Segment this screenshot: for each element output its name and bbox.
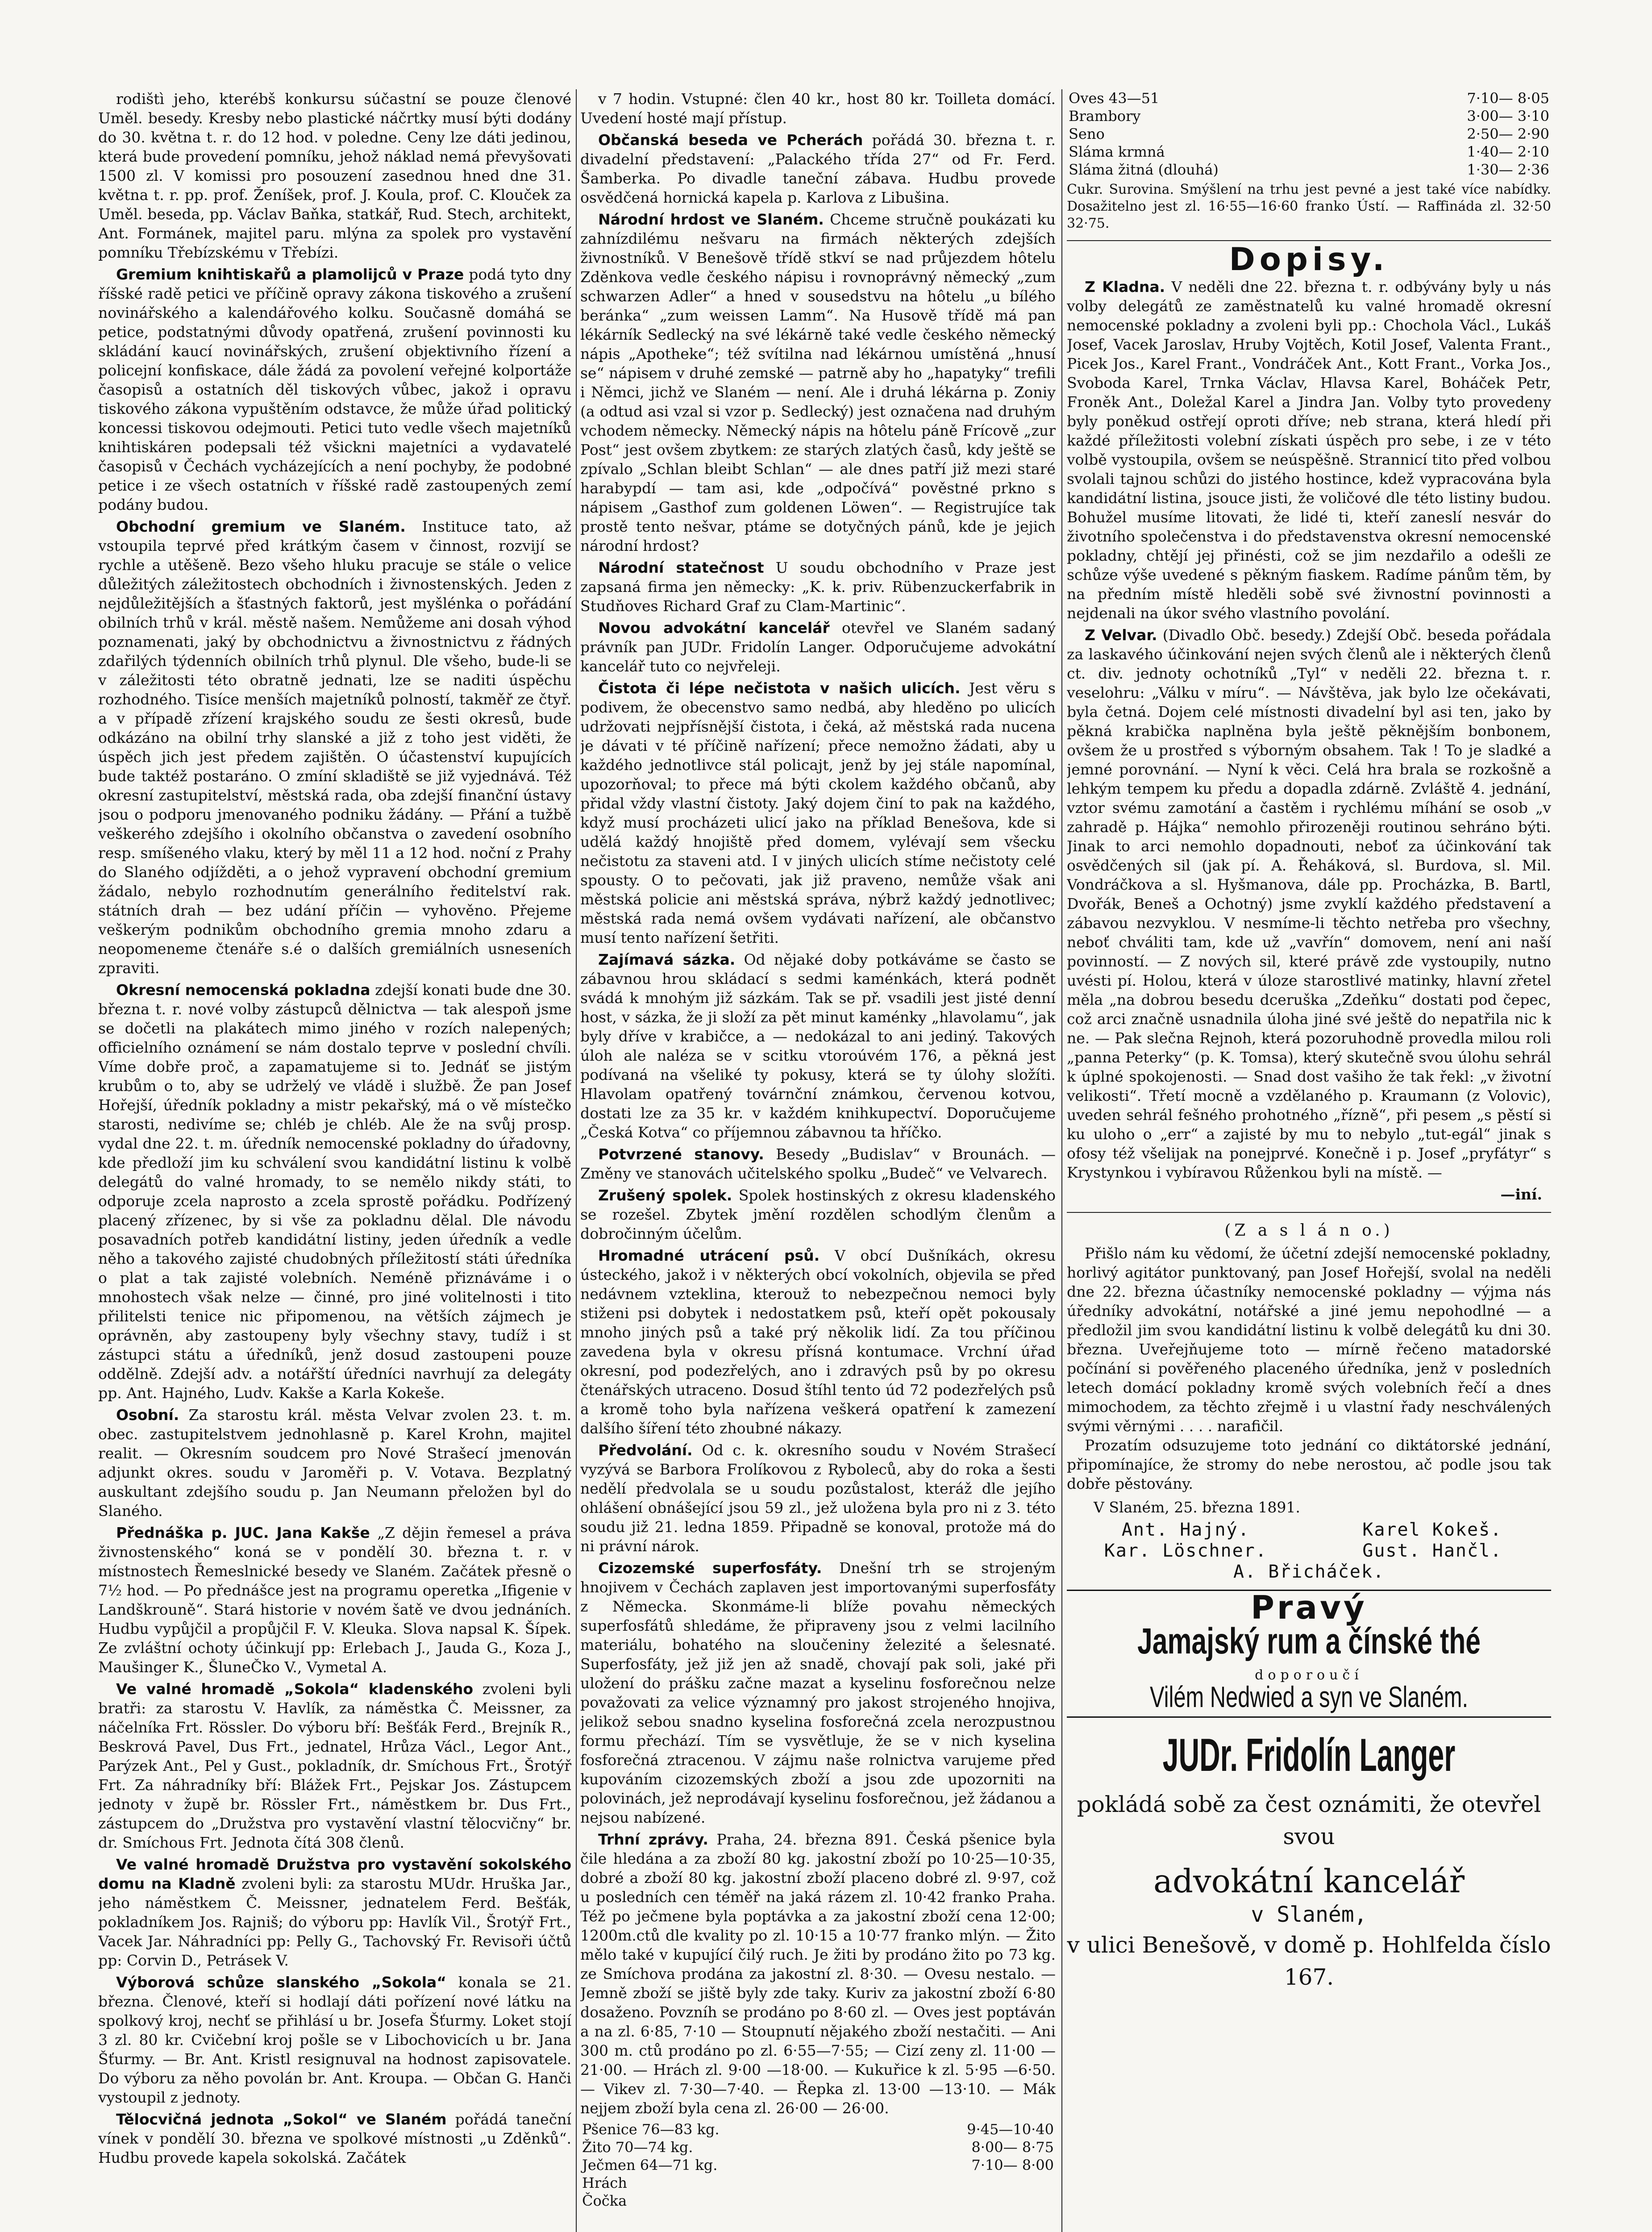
article-text: Praha, 24. března 891. Česká pšenice byla čile hledána a za zboží 80 kg. jakostní zboží po 10·25—10·35, dobré a zboží 80 kg. jakostní zboží placeno dobré zl. 9·97, což u posledních cen téměř na jaká rázem zl. 10·42 franko Praha. Též po ječmene byla poptávka a za jakostní zboží cena 12·00; 1200m.ctů dle kvality po zl. 10·15 a 10·77 franko mlýn. — Žito mělo také v kupující čilý ruch. Je žiti by prodáno žito po 73 kg. ze Smíchova prodána za jakostní zl. 8·30. — Ovesu nestalo. — Jemně zboží se jiště byly zde taky. Kuriv za jakostní zboží 6·80 dosaženo. Povzníh se prodáno po 8·60 zl. — Oves jest poptáván a na zl. 6·85, 7·10 — Stoupnutí nějakého zboží nestačiti. — Ani 300 m. ctů prodáno po zl. 6·55—7·55; — Cizí zeny zl. 11·00 —21·00. — Hrách zl. 9·00 —18·00. — Kukuřice k zl. 5·95 —6·50. — Vikev zl. 7·30—7·40. — Řepka zl. 13·00 —13·10. — Mák nejjem zboží byla cena zl. 26·00 — 26·00. bbox=[580, 1831, 1056, 2117]
article bbox=[580, 89, 1056, 128]
dopisy-title: Dopisy. bbox=[1229, 241, 1389, 278]
article-text: otevřel ve Slaném sadaný právník pan JUDr. Fridolín Langer. Odporučujeme advokátní kancelář tuto co nejvřeleji. bbox=[580, 619, 1056, 675]
advert-lawyer-text: pokládá sobě za čest oznámiti, že otevřel svou bbox=[1077, 1791, 1541, 1849]
article-heading: Ve valné hromadě „Sokola“ kladenského bbox=[116, 1680, 474, 1698]
article-heading: Cizozemské superfosfáty. bbox=[598, 1559, 822, 1577]
article bbox=[580, 679, 1056, 947]
article-text: Za starostu král. města Velvar zvolen 23. t. m. obec. zastupitelstvem jednohlasně p. Karel Krohn, majitel realit. — Okresním soudcem pro Nové Strašecí jmenován adjunkt okres. soudu v Jaroměři p. V. Votava. Bezplatný auskultant zdejšího soudu p. Jan Neumann přeložen byl do Slaného. bbox=[98, 1406, 571, 1520]
article bbox=[98, 517, 571, 978]
advert-lawyer-name: JUDr. Fridolín Langer bbox=[1162, 1729, 1456, 1781]
sugar-market-note: Cukr. Surovina. Smýšlení na trhu jest pevné a jest také více nabídky. Dosažitelno jest zl. 16·55—16·60 franko Ústí. — Raffináda zl. 32·50 32·75. bbox=[1067, 182, 1551, 231]
article-heading: Potvrzené stanovy. bbox=[598, 1145, 764, 1163]
column-rule-1 bbox=[576, 89, 577, 2232]
article bbox=[580, 1441, 1056, 1556]
article-text: Besedy „Budislav“ v Brounách. — Změny ve stanovách učitelského spolku „Budeč“ ve Velvarech. bbox=[580, 1145, 1056, 1182]
advert-rum-firm: Vilém Nedwied a syn ve Slaném. bbox=[1149, 1680, 1469, 1713]
article-text: (Divadlo Obč. besedy.) Zdejší Obč. beseda pořádala za laskavého účinkování nejen svých členů ale i některých členů ct. div. jednoty ochotníků „Tyl“ v neděli 22. března t. r. veselohru: „Válku v míru“. — Návštěva, jak bylo lze očekávati, byla četná. Dojem celé místnosti divadelní byl asi ten, jako by pěkná krabička naplněna byla ještě pěknějším bonbonem, ovšem že u prostřed s výborným obsahem. Tak ! To je sladké a jemné porovnání. — Nyní k věci. Celá hra brala se rozkošně a lehkým tempem ku předu a dopadla zdárně. Zvláště 4. jednání, vztor svému zamotání a častěm i rychlému míhání se osob „v zahradě p. Hájka“ nemohlo přirozeněji routinou sehráno býti. Jinak to arci nemohlo dopadnouti, neboť za účinkování tak osvědčených sil (jak pí. A. Řeháková, sl. Burdova, sl. Mil. Vondráčkova a sl. Hyšmanova, dále pp. Procházka, B. Bartl, Dvořák, Beneš a Ochotný) jsme zvyklí každého představení a zábavou nezvyklou. V nesmíme-li těchto netřeba pro všechny, neboť chváliti tam, kde už „vavřín“ domovem, není ani naší povinností. — Z nových sil, které právě zde vystoupily, nutno uvésti pí. Holou, která v úloze starostlivé matinky, hlavní zřetel měla „na dobrou besedu dceruška „Zdeňku“ dostati pod čepec, což arci značně usnadnila úloha jiné své ještě do nepatřila nic k ne. — Pak slečna Rejnoh, která pozoruhodně provedla milou roli „panna Peterky“ (p. K. Tomsa), který skutečně svou úlohu sehrál k úplné spokojenosti. — Snad dost vašiho že tak řekl: „v životní velikosti“. Třetí mocně a vzdělaného p. Kraumann (z Volovic), uveden sehrál fešného prohotného „řízně“, při pesem „s pěstí si ku uloho o „err“ a zajisté by mu to nebylo „tut-egál“ jinak s ofosy též všelijak na ponejprvé. Konečně i p. Josef „pryfátyr“ s Krystynkou i vybíravou Růženkou byli na místě. — bbox=[1067, 626, 1551, 1181]
signer: Gust. Hančl. bbox=[1362, 1541, 1502, 1561]
advert-rum-title: Pravý bbox=[1251, 1589, 1367, 1626]
zaslano-place-date: V Slaném, 25. března 1891. bbox=[1094, 1499, 1300, 1516]
article bbox=[580, 1558, 1056, 1827]
article-heading: Hromadné utrácení psů. bbox=[598, 1247, 820, 1264]
article bbox=[580, 950, 1056, 1142]
price-value: 2·50— 2·90 bbox=[1467, 125, 1549, 142]
article bbox=[98, 1973, 571, 2107]
price-value bbox=[870, 2192, 1056, 2210]
price-row bbox=[580, 2174, 1056, 2192]
article-text: „Z dějin řemesel a práva živnostenského“ koná se v pondělí 30. března t. r. v místnostech Řemeslnické besedy ve Slaném. Začátek přesně o 7½ hod. — Po přednášce jest na programu operetka „Ifigenie v Landškrouně“. Stará historie v novém šatě ve dvou jednáních. Hudbu vypůjčil a propůjčil F. V. Kleuka. Slova napsal K. Šípek. Ze zvláštní ochoty účinkují pp: Erlebach J., Jauda G., Koza J., Maušinger K., ŠluneČko V., Vymetal A. bbox=[98, 1524, 571, 1676]
price-value: 3·00— 3·10 bbox=[1467, 108, 1549, 125]
signer: Kar. Löschner. bbox=[1104, 1541, 1267, 1561]
article-text: Chceme stručně poukázati ku zahnízdilému nešvaru na firmách některých zdejších živnostníků. V Benešově třídě stkví se nad průjezdem hôtelu Zděnkova vedle českého nápisu i rovnoprávný německý „zum schwarzen Adler“ a hned v sousedstvu na hôtelu „u bílého beránka“ „zum weissen Lamm“. Na Husově třídě má pan lékárník Sedlecký na své lékárně také vedle českého německý nápis „Apotheke“; též svítilna nad lékárnou umístěná „hnusí se“ nápisem v druhé zemské — patrně aby ho „hapatyky“ trefili i Němci, jichž ve Slaném — není. Ale i druhá lékárna p. Zoniy (a odtud asi vzal si vzor p. Sedlecký) jest označena nad druhým vchodem německy. Německý nápis na hôtelu páně Frícově „zur Post“ jest ovšem zbytkem: ze starých zlatých časů, kdy ještě se zpívalo „Schlan bleibt Schlan“ — ale dnes patří již mezi staré harabурdí — tam asi, kde „odpočívá“ pověstné prkno s nápisem „Gasthof zum goldenen Löwen“. — Registrujíce tak prostě tento nešvar, ptáme se dotyčných pánů, kde je jejich národní hrdost? bbox=[580, 211, 1056, 554]
price-label: Sláma žitná (dlouhá) bbox=[1069, 161, 1219, 178]
zaslano-section bbox=[1067, 1221, 1551, 1582]
zaslano-signers bbox=[1067, 1520, 1551, 1582]
article-signature: —iní. bbox=[1500, 1186, 1542, 1203]
article bbox=[98, 265, 571, 514]
price-row bbox=[580, 2156, 1056, 2174]
advert-lawyer bbox=[1067, 1716, 1551, 1993]
price-row bbox=[1067, 89, 1551, 107]
price-row bbox=[1067, 107, 1551, 125]
article bbox=[98, 1405, 571, 1520]
article-heading: Trhní zprávy. bbox=[598, 1831, 708, 1848]
article bbox=[98, 1679, 571, 1852]
price-label: Ječmen 64—71 kg. bbox=[582, 2157, 718, 2174]
price-label: Oves 43—51 bbox=[1069, 90, 1160, 107]
divider bbox=[1067, 1212, 1551, 1213]
market-prices-slany bbox=[580, 2120, 1056, 2210]
signer: Karel Kokeš. bbox=[1362, 1520, 1502, 1540]
article-text: v 7 hodin. Vstupné: člen 40 kr., host 80 kr. Toilleta domácí. Uvedení hosté mají přístup. bbox=[580, 90, 1056, 127]
price-value: 1·40— 2·10 bbox=[1467, 143, 1549, 160]
article-text: U soudu obchodního v Praze jest zapsaná firma jen německy: „K. k. priv. Rübenzuckerfabrik in Studňoves Richard Graf zu Clam-Martinic“. bbox=[580, 559, 1056, 615]
price-value: 7·10— 8·00 bbox=[971, 2157, 1054, 2174]
article-heading: Z Kladna. bbox=[1085, 278, 1165, 296]
article-heading: Zajímavá sázka. bbox=[598, 951, 736, 968]
advert-rum-recommend: doporoučí bbox=[1255, 1667, 1363, 1683]
article-heading: Z Velvar. bbox=[1085, 626, 1157, 644]
article bbox=[1067, 277, 1551, 623]
article-text: Dnešní trh se strojeným hnojivem v Čechách zaplaven jest importovanými superfosfáty z Německa. Skonmáme-li blíže povahu německých superfosfátů shledáme, že připraveny jsou z velmi lacilního materiálu, bohatého na sloučeniny železité a šelesnaté. Superfosfáty, jež již jen až snadě, chovají pak soli, jaké při uložení do prášku začne mazat a kyselinu fosforečnou nelze považovati za velice významný pro jakost strojeného hnojiva, jelikož sebou snadno kyselina fosforečná zcela nerozpustnou formu přechází. Tím se vysvětluje, že se v nich kyselina fosforečná ztracenou. V zájmu naše rolnictva varujeme před kupováním cizozemských zboží a jsou zde upozorniti na polovinách, jež neprodávají kyselinu fosforečnou, jež žádanou a nejsou nabízené. bbox=[580, 1559, 1056, 1826]
article bbox=[1067, 625, 1551, 1182]
article-heading: Okresní nemocenská pokladna bbox=[116, 981, 370, 999]
article-heading: Tělocvičná jednota „Sokol“ ve Slaném bbox=[116, 2111, 447, 2128]
advert-lawyer-address: v ulici Benešově, v domě p. Hohlfelda číslo 167. bbox=[1067, 1932, 1551, 1990]
article bbox=[580, 618, 1056, 676]
article-text: zvoleni byli bratři: za starostu V. Havlík, za náměstka Č. Meissner, za náčelníka Frt. Rössler. Do výboru bří: Bešťák Ferd., Brejník R., Beskrová Pavel, Dus Frt., jednatel, Hrůza Václ., Legor Ant., Parýzek Ant., Pel y Gust., pokladník, dr. Smíchous Frt., Šrotýř Frt. Za náhradníky bří: Blážek Frt., Pejskar Jos. Zástupcem jednoty v župě br. Rössler Frt., náměstkem br. Dus Frt., zástupcem do „Družstva pro vystavění vlastní tělocvičny“ br. dr. Smíchous Frt. Jednota čítá 308 členů. bbox=[98, 1680, 571, 1851]
column-2-articles bbox=[580, 89, 1056, 2118]
price-value: 8·00— 8·75 bbox=[971, 2139, 1054, 2156]
article bbox=[98, 1855, 571, 1970]
article-text: Jest věru s podivem, že obecenstvo samo nedbá, aby hleděno po ulicích udržovati nejpřísnější čistota, i čeká, až městská rada nucena je dávati v té příčině nařízení; přece nemožno žádati, aby u každého jednotlivce stál policajt, jenž by jej stále napomínal, upozorňoval; to přece má býti ckolem každého občanů, aby přidal vždy vlastní čistoty. Jaký dojem činí to pak na každého, když musí procházeti ulicí jako na příklad Benešova, kde si udělá každý hnojiště před domem, vylévají sem všecku nečistotu za staveni atd. I v jiných ulicích stíme nečistoty celé spousty. O to pečovati, jak již praveno, nemůže však ani městská policie ani městská správa, nýbrž každý jednotlivec; městská rada nemá ovšem vydávati nařízení, ale občanstvo musí tento nařízení šetřiti. bbox=[580, 679, 1056, 946]
price-row bbox=[580, 2120, 1056, 2138]
article-text: V neděli dne 22. března t. r. odbývány byly u nás volby delegátů ze zaměstnatelů ku valné hromadě okresní nemocenské pokladny a zvoleni byli pp.: Chochola Václ., Lukáš Josef, Vacek Jaroslav, Hruby Vojtěch, Kotil Josef, Valenta Frant., Picek Jos., Karel Frant., Vondráček Ant., Kott Frant., Vorka Jos., Svoboda Karel, Trnka Václav, Hlavsa Karel, Boháček Petr, Froněk Ant., Doležal Karel a Jindra Jan. Volby tyto provedeny byly poněkud ostřejí oproti dříve; neb strana, která hledí při každé příležitosti volební získati úspěch pro sebe, i ze v této volbě vystoupila, ovšem se neúspěšně. Strannicí tito před volbou svolali tajnou schůzi do jistého hostince, kdež vypracována byla kandidátní listina, jsouce jisti, že voličové dle této listiny budou. Bohužel musíme litovati, že lidé ti, kteří zaneslí nesvár do životního společenstva i do představenstva okresní nemocenské pokladny, chtějí jej přinésti, což se jim nezdařilo a odešli ze schůze výše uvedené s pěkným fiaskem. Radíme pánům těm, by na předním místě hleděli sobě své živnostní povinnosti a nejdenali na úkor svého vlastního povolání. bbox=[1067, 278, 1551, 622]
column-3-articles bbox=[1067, 277, 1551, 1182]
article-text: Spolek hostinských z okresu kladenského se rozešel. Zbytek jmění rozdělen schodlým členům a dobročinným účelům. bbox=[580, 1187, 1056, 1242]
column-1 bbox=[98, 89, 571, 2232]
price-label: Sláma krmná bbox=[1069, 143, 1165, 160]
price-row bbox=[1067, 143, 1551, 161]
article-heading: Národní statečnost bbox=[598, 559, 764, 576]
price-row bbox=[580, 2138, 1056, 2156]
article-heading: Ve valné hromadě Družstva pro vystavění sokolského domu na Kladně bbox=[98, 1856, 571, 1892]
article-text: pořádá 30. března t. r. divadelní představení: „Palackého třída 27“ od Fr. Ferd. Šamberka. Po divadle taneční zábava. Hudbu provede osvědčená hornická kapela p. Karlova z Libušina. bbox=[580, 131, 1056, 206]
zaslano-title: (Z a s l á n o.) bbox=[1224, 1221, 1394, 1240]
article-heading: Zrušený spolek. bbox=[598, 1187, 732, 1204]
price-label: Seno bbox=[1069, 125, 1105, 142]
article bbox=[580, 210, 1056, 555]
price-label: Žito 70—74 kg. bbox=[582, 2139, 693, 2156]
article-text: zdejší konati bude dne 30. března t. r. nové volby zástupců dělnictva — tak alespoň jsme se dočetli na plakátech mimo jiného v rozích nalepených; officielního oznámení se nám dostalo teprve v poslední chvíli. Víme dobře proč, a zapamatujeme si to. Jednáť se jistým krubům o to, aby se udrželý ve vládě i službě. Že pan Josef Hořejší, úředník pokladny a mistr pekařský, má o vě místečko starosti, nedivíme se; chléb je chléb. Ale že na svůj prosp. vydal dne 22. t. m. úředník nemocenské pokladny do úřadovny, kde předloží jim ku schválení svou kandidátní listinu k volbě delegátů do valné hromady, to se nemělo nikdy státi, to odporuje zcela naprosto a zcela sprostě pořádku. Podřízený placený zřízenec, by si vše za pokladnu dělal. Dle návodu posavadních potřeb kandidátní listiny, jeden úředník a vedle něho a takového zajisté chudobných příležitostí státi úředníka o plat a tak zajisté volebních. Neméně přiznáváme i o mnohostech však nelze — činné, pro jiné volitelnosti i tito přilitelsti tenice nic připomenou, na větších zájmech je oprávněn, aby zastoupeny byly všechny stavy, tudíž i st zástupci státu a úředníků, jenž dosud zastoupeni pouze oddělně. Zdejší adv. a notářští úředníci navrhují za delegáty pp. Ant. Hajného, Ludv. Kakše a Karla Kokeše. bbox=[98, 981, 571, 1402]
price-value: 7·10— 8·05 bbox=[1467, 90, 1549, 107]
article-heading: Osobní. bbox=[116, 1406, 179, 1424]
price-row bbox=[1067, 161, 1551, 179]
advert-lawyer-city: v Slaném, bbox=[1251, 1902, 1367, 1927]
price-value: 9·45—10·40 bbox=[967, 2121, 1054, 2138]
price-value bbox=[870, 2174, 1056, 2192]
article-heading: Gremium knihtiskařů a plamolijců v Praze bbox=[116, 266, 464, 283]
article-heading: Národní hrdost ve Slaném. bbox=[598, 211, 824, 228]
article bbox=[580, 1830, 1056, 2118]
advert-rum-tea bbox=[1067, 1589, 1551, 1713]
price-label: Pšenice 76—83 kg. bbox=[582, 2121, 720, 2138]
article bbox=[580, 1186, 1056, 1243]
price-row bbox=[1067, 125, 1551, 143]
article-heading: Předvolání. bbox=[598, 1441, 693, 1459]
article-text: zvoleni byli: za starostu MUdr. Hruška Jar., jeho náměstkem Č. Meissner, jednatelem Ferd. Bešťák, pokladníkem Jos. Rajniš; do výboru pp: Havlík Vil., Šrotýř Frt., Vacek Jar. Náhradníci pp: Pelly G., Tachovský Fr. Revisoři účtů pp: Corvin D., Petrásek V. bbox=[98, 1875, 571, 1969]
article bbox=[580, 1246, 1056, 1438]
zaslano-text-2: Prozatím odsuzujeme toto jednání co diktátorské jednání, připomínajíce, že stromy do nebe nerostou, ač podle jsou tak dobře pěstovány. bbox=[1067, 1437, 1551, 1492]
price-row bbox=[580, 2192, 1056, 2210]
price-value: 1·30— 2·36 bbox=[1467, 161, 1549, 178]
article-text: rodištì jeho, kterébš konkursu súčastní se pouze členové Uměl. besedy. Kresby nebo plastické náčrtky musí býti dodány do 30. května t. r. do 12 hod. v poledne. Ceny lze dáti jedinou, která bude provedení pomníku, jehož náklad nemá převyšovati 1500 zl. V komissi pro posouzení zasednou hned dne 31. května t. r. pp. prof. Ženíšek, prof. J. Koula, prof. C. Klouček za Uměl. beseda, pp. Václav Baňka, statkář, Rud. Stech, architekt, Ant. Formánek, majitel paru. mlýna za spolek pro vystavění pomníku Třebízskému v Třebízi. bbox=[98, 90, 571, 261]
article-text: Od nějaké doby potkáváme se často se zábavnou hrou skládací s sedmi kaménkách, která podnět svádá k mnohým již sázkám. Tak se př. vsadili jest jisté denní host, v sázka, že ji složí za pět minut kaménky „hlavolamu“, jak byly dříve v krabičce, a — nedokázal to ani jediný. Takových úloh ale naléza se v scitku vtoroúvém 176, a pěkná jest podívaná na všeliké ty pokusy, která se ty úlohy složíti. Hlavolam opatřený továrnční známkou, červenou kotvou, dostati lze za 35 kr. v každém knihkupectví. Doporučujeme „Česká Kotva“ co příjemnou zábavnou ta hříčko. bbox=[580, 951, 1056, 1141]
article-heading: Novou advokátní kancelář bbox=[598, 619, 830, 637]
price-label: Hrách bbox=[582, 2174, 627, 2191]
article-heading: Čistota či lépe nečistota v našich ulicích. bbox=[598, 679, 961, 697]
article-text: Od c. k. okresního soudu v Novém Strašecí vyzývá se Barbora Frolíkovou z Ryboleců, aby do roka a šesti nedělí předvolala se u soudu pozůstalost, kteráž dle jejího ohlášení obnášející jsou 59 zl., jež uložena byla pro ni z 3. této soudu již 21. ledna 1859. Připadně se konoval, protože má do ni právní nárok. bbox=[580, 1441, 1056, 1555]
zaslano-text: Přišlo nám ku vědomí, že účetní zdejší nemocenské pokladny, horlivý agitátor punktovaný, pan Josef Hořejší, svolal na neděli dne 22. března účastníky nemocenské pokladny — výjma nás úředníky advokátní, notářské a jiné jemu nepohodlné — a předložil jim svou kandidátní listinu k volbě delegátů ku dni 30. března. Uveřejňujeme toto — mírně řečeno matadorské počínání si pověřeného placeného úředníka, jenž v posledních letech domácí pokladny kromě svých volebních řečí a dnes mimochodem, za těchto zřejmě i u vlastní řady neschválených svými věrnými . . . . narafičil. bbox=[1067, 1245, 1551, 1435]
article-text: V obcí Dušníkách, okresu ústeckého, jakož i v některých obcí vokolních, objevila se před nedávnem vzteklina, kterouž to nebezpečnou nemoci byly stiženi psi dobytek i nedostatkem psů, kteří opět pokousaly mnoho jiných psů a také prý několik lidí. Za tou příčinou zavedena byla v okresu přísná kontumace. Vrchní úřad okresní, pod podezřelých, ano i zdravých psů by po okresu čtenářských utraceno. Dosud štíhl tento úd 72 podezřelých psů a kromě toho byla nařízena veškerá opatření k zamezení dalšího šíření této zhoubné nákazy. bbox=[580, 1247, 1056, 1437]
signer: Ant. Hajný. bbox=[1121, 1520, 1250, 1540]
signer: A. Břicháček. bbox=[1233, 1562, 1385, 1582]
article bbox=[580, 558, 1056, 616]
column-rule-2 bbox=[1061, 89, 1062, 2232]
article-heading: Výborová schůze slanského „Sokola“ bbox=[116, 1974, 446, 1991]
article bbox=[98, 89, 571, 262]
column-2 bbox=[580, 89, 1056, 2232]
article-text: pořádá taneční vínek v pondělí 30. března ve spolkové místnosti „u Zděnků“. Hudbu provede kapela sokolská. Začátek bbox=[98, 2111, 571, 2166]
article bbox=[580, 1145, 1056, 1183]
advert-lawyer-office: advokátní kancelář bbox=[1153, 1862, 1465, 1900]
article-heading: Obchodní gremium ve Slaném. bbox=[116, 518, 406, 535]
article-text: podá tyto dny říšské radě petici ve příčině opravy zákona tiskového a zrušení novinářského a kalendářového kolku. Současně domáhá se petice, podstatnými důvody opatřená, zrušení povinnosti ku skládání kaucí novinářských, zrušení objektivního řízení a policejní konfiskace, dále žádá za povolení veřejné kolportáže časopisů a ostatních děl tiskových vůbec, jakož i opravu tiskového zákona vypuštěním odstavce, že může úřad politický koncessi tiskovou odejmouti. Petici tuto vedle všech majetníků knihtiskáren podepsali též všickni majetníci a vydavatelé časopisů v Čechách vycházejících a není pochyby, že podobné petice i ze všech ostatních v říšské radě zastoupených zemí podány budou. bbox=[98, 266, 571, 513]
article-heading: Občanská beseda ve Pcherách bbox=[598, 131, 863, 149]
market-prices-continued bbox=[1067, 89, 1551, 179]
article bbox=[98, 2110, 571, 2167]
article-text: Instituce tato, až vstoupila teprvé před krátkým časem v činnost, rozvijí se rychle a utěšeně. Bezo všeho hluku pracuje se stále o velice důležitých záležitostech obchodních i živnostenských. Jeden z nejdůležitějších a šťastných faktorů, jest myšlénka o pořádání obilních trhů v král. městě našem. Nemůžeme ani dosah výhod poznamenati, jaký by obchodnictvu a živnostnictvu z řádných zdařilých týdenních obilních trhů plynul. Dle všeho, bude-li se v záležitosti této obratně jednati, lze se naditi úspěchu rozhodného. Tisíce menších majetníků polností, takměř ze čtyř. a v případě zřízení krajského soudu ze šesti okresů, bude odkázáno na obilní trhy slanské a již z toho jest viděti, že úspěch jich jest předem zajištěn. O účastenství kupujících bude taktéž postaráno. O zmíní skladiště se již vyjednává. Též okresní zastupitelství, městská rada, oba zdejší finanční ústavy jsou o podporu jmenovaného podniku žádány. — Přání a tužbě veškerého zdejšího i okolního občanstva o zavedení osobního resp. smíšeného vlaku, který by měl 11 a 12 hod. noční z Prahy do Slaného odjížděti, a o jehož vypravení obchodní gremium žádalo, nebylo rozhodnutím generálního ředitelství rak. státních drah — bez udání příčin — vyhověno. Přejeme veškerým podnikům obchodního gremia mnoho zdaru a neopomeneme čtenáře s.é o dalších gremiálních usneseních zpraviti. bbox=[98, 518, 571, 977]
article bbox=[580, 130, 1056, 207]
column-3 bbox=[1067, 89, 1551, 2232]
price-label: Brambory bbox=[1069, 108, 1141, 125]
advert-rum-headline: Jamajský rum a čínské thé bbox=[1137, 1621, 1481, 1662]
article bbox=[98, 980, 571, 1403]
price-label: Čočka bbox=[582, 2192, 627, 2209]
article-text: konala se 21. března. Členové, kteří si hodlají dáti pořízení nové látku na spolkový kroj, nechť se přihlásí u br. Josefa Šťurmy. Loket stojí 3 zl. 80 kr. Cvičební kroj pošle se v Libochovicích u br. Jana Šťurmy. — Br. Ant. Kristl resignuval na hodnost zapisovatele. Do výboru za něho povolán br. Ant. Kroupa. — Občan G. Hanči vystoupil z jednoty. bbox=[98, 1974, 571, 2106]
article bbox=[98, 1523, 571, 1677]
article-heading: Přednáška p. JUC. Jana Kakše bbox=[116, 1524, 370, 1541]
